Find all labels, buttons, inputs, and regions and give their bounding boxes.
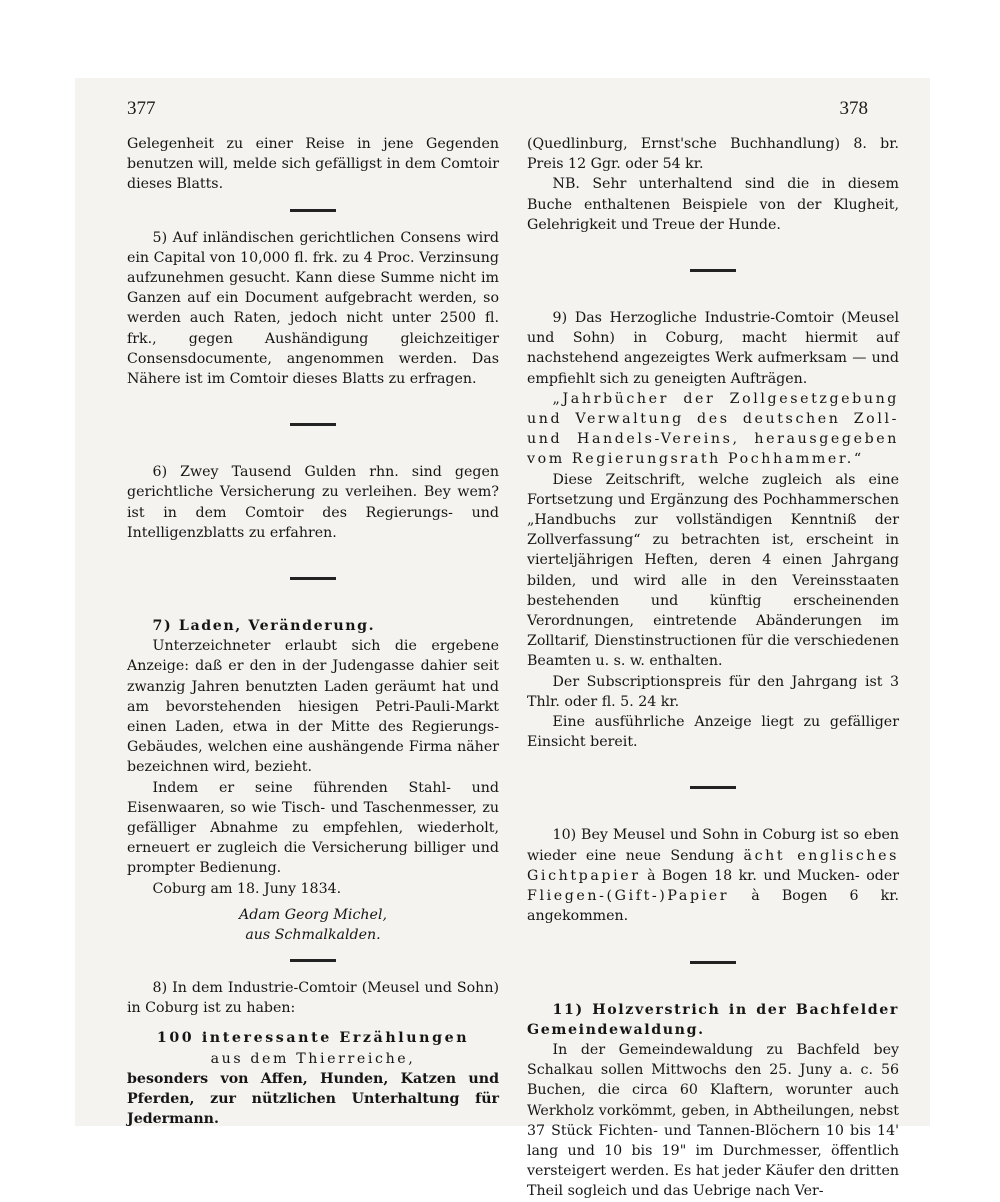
separator-rule [290, 209, 336, 212]
notice-11-paragraph: In der Gemeindewaldung zu Bachfeld bey Schalkau sollen Mittwochs den 25. Juny a. c. 56 Buchen, die circa 60 Klaftern, worunter auch Werkholz vorkömmt, geben, in Abtheilungen, nebst 37 Stück Fichten- und Tannen-Blöchern 10 bis 14' lang und 10 bis 19" im Durchmesser, öffentlich versteigert werden. Es hat jeder Käufer den dritten Theil sogleich und das Uebrige nach Ver- [527, 1041, 899, 1200]
separator-rule [690, 786, 736, 789]
left-column [127, 134, 499, 1129]
notice-10-text-b: à Bogen 18 kr. und Mucken- oder [640, 867, 899, 884]
notice-8-book-title: 100 interessante Erzählungen [156, 1030, 470, 1047]
notice-5: 5) Auf inländischen gerichtlichen Consens wird ein Capital von 10,000 fl. frk. zu 4 Proc. Verzinsung aufzunehmen gesucht. Kann diese Summe nicht im Ganzen auf ein Document aufgebracht werden, so werden auch Raten, jedoch nicht unter 2500 fl. frk., gegen Aushändigung gleichzeitiger Consensdocumente, angenommen werden. Das Nähere ist im Comtoir dieses Blatts zu erfragen. [127, 229, 499, 388]
notice-6: 6) Zwey Tausend Gulden rhn. sind gegen gerichtliche Versicherung zu verleihen. Bey wem? ist in dem Comtoir des Regierungs- und Intelligenzblatts zu erfahren. [127, 464, 499, 541]
notice-9-paragraph-3: Eine ausführliche Anzeige liegt zu gefälliger Einsicht bereit. [527, 714, 899, 751]
notice-10-text-a: 10) Bey Meusel und Sohn in Coburg ist so eben wieder eine neue Sendung [527, 827, 899, 864]
notice-10-product-2: Fliegen-(Gift-)Papier [527, 888, 730, 905]
continuation-text: (Quedlinburg, Ernst'sche Buchhandlung) 8. br. Preis 12 Ggr. oder 54 kr. [527, 136, 899, 173]
notice-9-paragraph-1: Diese Zeitschrift, welche zugleich als eine Fortsetzung und Ergänzung des Pochhammerschen „Handbuchs zur vollständigen Kenntniß der Zollverfassung“ zu betrachten ist, erscheint in vierteljährigen Heften, deren 4 einen Jahrgang bilden, und wird alle in den Vereinsstaaten bestehenden und künftig erscheinenden Verordnungen, eintretende Abänderungen im Zolltarif, Dienstinstructionen für die verschiedenen Beamten u. s. w. enthalten. [527, 471, 899, 670]
intro-paragraph: Gelegenheit zu einer Reise in jene Gegenden benutzen will, melde sich gefälligst in dem Comtoir dieses Blatts. [127, 136, 499, 193]
page-number-left: 377 [127, 98, 156, 119]
notice-11-title: 11) Holzverstrich in der Bachfelder Gemeindewaldung. [527, 1001, 899, 1038]
notice-9-paragraph-2: Der Subscriptionspreis für den Jahrgang ist 3 Thlr. oder fl. 5. 24 kr. [527, 673, 899, 710]
notice-8-intro: 8) In dem Industrie-Comtoir (Meusel und Sohn) in Coburg ist zu haben: [127, 979, 499, 1017]
notice-7-signature [127, 905, 499, 945]
notice-7-paragraph-2: Indem er seine führenden Stahl- und Eisenwaaren, so wie Tisch- und Taschenmesser, zu gefälliger Abnahme zu empfehlen, wiederholt, erneuert er zugleich die Versicherung billiger und prompter Bedienung. [127, 779, 499, 877]
separator-rule [290, 577, 336, 580]
notice-10-product-1: ächt englisches Gichtpapier [527, 847, 899, 884]
notice-8-book-title-2: aus dem Thierreiche, [210, 1050, 416, 1067]
notice-9-intro: 9) Das Herzogliche Industrie-Comtoir (Meusel und Sohn) in Coburg, macht hiermit auf nachstehend angezeigtes Werk aufmerksam — und empfiehlt sich zu geneigten Aufträgen. [527, 310, 899, 387]
note-paragraph: NB. Sehr unterhaltend sind die in diesem Buche enthaltenen Beispiele von der Klugheit, Gelehrigkeit und Treue der Hunde. [527, 176, 899, 233]
notice-7-paragraph-1: Unterzeichneter erlaubt sich die ergebene Anzeige: daß er den in der Judengasse dahier seit zwanzig Jahren benutzten Laden geräumt hat und am bevorstehenden hiesigen Petri-Pauli-Markt einen Laden, etwa in der Mitte des Regierungs-Gebäudes, welchen eine aushängende Firma näher bezeichnen wird, bezieht. [127, 638, 499, 776]
separator-rule [690, 961, 736, 964]
notice-7-title: 7) Laden, Veränderung. [152, 618, 376, 635]
separator-rule [690, 269, 736, 272]
right-column [527, 134, 899, 1202]
separator-rule [290, 959, 336, 962]
notice-9-book-title: „Jahrbücher der Zollgesetzgebung und Verwaltung des deutschen Zoll- und Handels-Vereins, herausgegeben vom Regierungsrath Pochhammer.“ [527, 390, 899, 468]
signature-name: Adam Georg Michel, [239, 906, 387, 923]
notice-8-book-subtitle: besonders von Affen, Hunden, Katzen und Pferden, zur nützlichen Unterhaltung für Jedermann. [127, 1070, 499, 1128]
notice-10-text-c: à Bogen 6 kr. angekommen. [527, 888, 899, 925]
notice-10 [527, 825, 899, 926]
notice-7-place-date: Coburg am 18. Juny 1834. [152, 880, 342, 897]
page-number-right: 378 [839, 98, 868, 119]
separator-rule [290, 423, 336, 426]
newspaper-page [75, 78, 930, 1200]
signature-origin: aus Schmalkalden. [245, 926, 381, 943]
